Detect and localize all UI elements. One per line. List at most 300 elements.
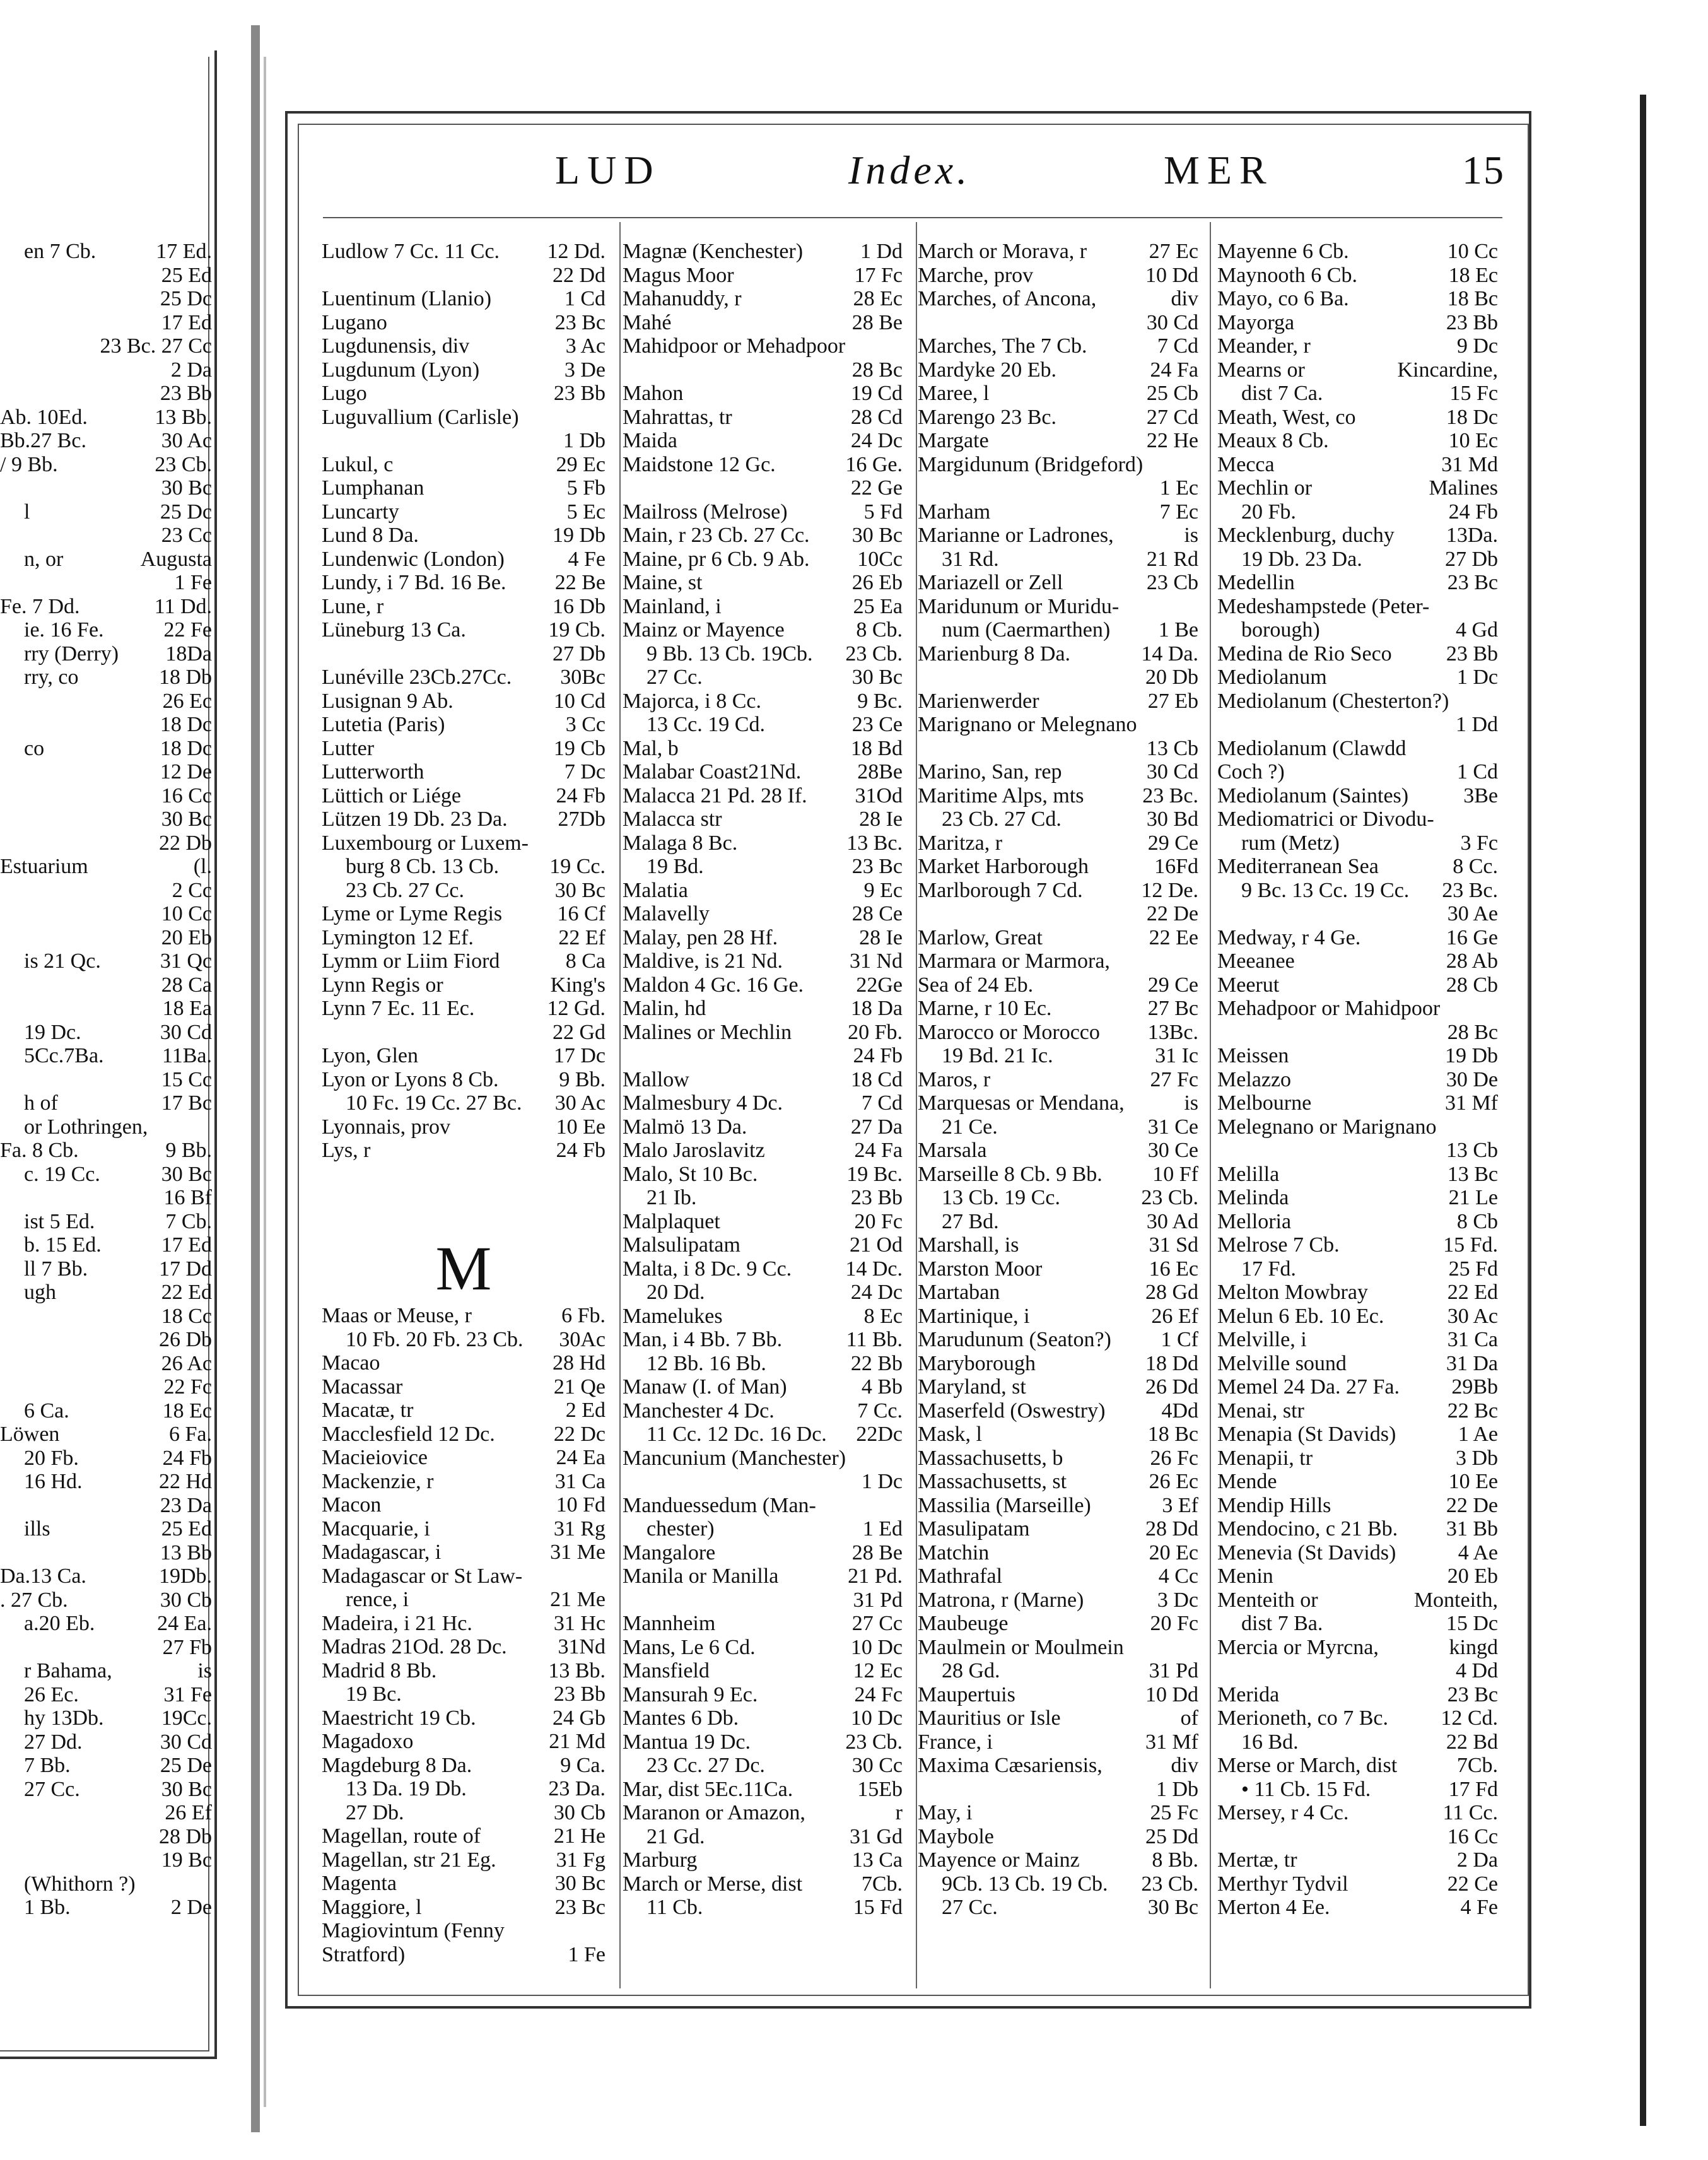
index-entry [322,1186,605,1210]
entry-name: Memel 24 Da. 27 Fa. [1217,1375,1400,1399]
entry-reference: 23 Cb. [845,1730,903,1754]
entry-name: 27 Db. [346,1800,404,1824]
index-entry [322,264,605,288]
entry-reference: 28 Ie [859,807,903,831]
entry-reference: 9 Dc [1456,334,1498,358]
entry-name: Maidstone 12 Gc. [623,452,776,476]
entry-name: Maupertuis [918,1682,1015,1706]
entry-name: co [24,736,45,760]
entry-reference: 14 Dc. [845,1257,903,1281]
index-entry [322,1021,605,1045]
entry-name: Malavelly [623,902,710,925]
index-entry [0,311,212,335]
entry-name: Marquesas or Mendana, [918,1091,1125,1115]
entry-name: ll 7 Bb. [24,1257,88,1281]
entry-name: Lugo [322,382,367,405]
entry-name: Mediolanum [1217,666,1327,689]
entry-reference: 9 Ca. [560,1753,605,1777]
entry-reference: 8 Cb [1456,1209,1498,1233]
entry-name: Lund 8 Da. [322,524,419,547]
entry-name: Medina de Rio Seco [1217,642,1392,666]
entry-reference: 25 Cb [1146,382,1198,405]
index-entry [0,855,212,879]
index-entry [623,595,903,619]
entry-name: Maybole [918,1824,994,1848]
entry-reference: 21 Pd. [848,1564,903,1588]
index-entry [623,973,903,997]
index-entry [322,1091,605,1115]
entry-reference: 13 Bc [1447,1162,1498,1186]
index-entry [322,949,605,973]
entry-name: Marengo 23 Bc. [918,405,1057,429]
index-entry [322,690,605,713]
index-entry [623,1517,903,1541]
entry-reference: 24 Fb [162,1446,212,1470]
index-entry [0,1423,212,1447]
index-entry [1217,879,1498,903]
entry-reference: 19Cc. [161,1706,212,1730]
index-entry [0,1825,212,1849]
index-entry [0,1305,212,1329]
entry-reference: 8 Ca [565,949,605,973]
entry-reference: 31 Qc [160,949,212,973]
entry-reference: 20 Eb [161,925,212,949]
index-entry [1217,1139,1498,1163]
entry-name: Mercia or Myrcna, [1217,1635,1379,1659]
entry-name: Malplaquet [623,1209,720,1233]
index-entry [1217,831,1498,855]
index-entry [322,926,605,950]
header-title: Index. [848,148,971,192]
index-entry [0,1115,212,1139]
index-entry [322,879,605,903]
entry-name: Mertæ, tr [1217,1848,1297,1872]
entry-reference: 27 Db [552,642,605,666]
entry-reference: 27 Bc [1147,997,1198,1020]
entry-reference: 13 Bb. [548,1658,605,1682]
entry-reference: 1 Be [1158,618,1198,642]
index-entry [0,1683,212,1707]
entry-name: 1 Bb. [24,1896,71,1919]
entry-name: Melinda [1217,1186,1289,1209]
entry-name: Madras 21Od. 28 Dc. [322,1635,507,1658]
entry-reference: 4 Ae [1458,1541,1498,1564]
entry-name: rry, co [24,666,79,689]
entry-reference: 26 Ac [161,1351,212,1375]
entry-name: Mansurah 9 Ec. [623,1682,758,1706]
index-entry [0,1375,212,1399]
entry-name: Mancunium (Manchester) [623,1446,846,1470]
entry-name: (Whithorn ?) [24,1872,136,1896]
entry-name: Mahon [623,382,684,405]
entry-name: Da.13 Ca. [0,1564,86,1588]
entry-reference: 1 Dd [860,240,903,263]
entry-reference: 30 Bc [554,1872,605,1895]
entry-name: Merida [1217,1682,1280,1706]
index-entry [1217,264,1498,288]
entry-reference: 19Db. [158,1564,212,1588]
entry-reference: 29Bb [1451,1375,1498,1399]
entry-reference: 24 Fa [1150,358,1198,382]
entry-name: Lüttich or Liége [322,784,461,807]
entry-reference: 16 Ec [1149,1257,1198,1281]
entry-name: Malin, hd [623,997,706,1020]
entry-name: Lynn Regis or [322,973,443,997]
entry-name: Mahanuddy, r [623,287,742,310]
index-entry [322,1682,605,1706]
index-entry [0,382,212,406]
entry-reference: 20 Fb. [848,1020,903,1044]
entry-name: Luguvallium (Carlisle) [322,405,519,429]
entry-reference: 18 Db [158,666,212,689]
index-entry [322,334,605,358]
entry-reference: 25 Ed [161,263,212,287]
entry-reference: 26 Ef [165,1801,212,1824]
index-entry [623,1872,903,1896]
entry-name: 5Cc.7Ba. [24,1044,104,1067]
index-entry [918,1706,1198,1730]
index-entry [1217,1021,1498,1045]
index-entry [918,855,1198,879]
index-entry [918,1233,1198,1257]
entry-reference: 1 Db [563,429,605,452]
entry-reference: 22 De [1446,1493,1498,1517]
index-entry [918,926,1198,950]
entry-reference: 23 Bc. 27 Cc [100,334,212,358]
entry-name: a.20 Eb. [24,1612,95,1635]
entry-name: Ludlow 7 Cc. 11 Cc. [322,240,500,263]
index-entry [1217,1399,1498,1423]
index-entry [1217,1706,1498,1730]
entry-reference: 31 Pd [1149,1659,1198,1682]
entry-reference: 17 Ed. [156,240,212,263]
entry-name: 19 Db. 23 Da. [1241,547,1362,571]
index-entry [623,760,903,784]
index-entry [918,973,1198,997]
index-entry [623,240,903,264]
index-entry [0,1281,212,1305]
entry-name: 11 Cc. 12 Dc. 16 Dc. [646,1423,827,1446]
entry-reference: 31 Me [550,1541,605,1564]
entry-reference: 24 Dc [850,429,903,452]
index-entry [0,997,212,1021]
index-entry [1217,382,1498,406]
index-entry [1217,1210,1498,1234]
entry-name: Maulmein or Moulmein [918,1635,1124,1659]
entry-reference: 18 Cd [850,1067,903,1091]
index-entry [918,548,1198,572]
entry-reference: 24 Fb [556,1139,605,1162]
entry-reference: 23 Bb [160,382,212,405]
entry-name: Magellan, str 21 Eg. [322,1848,496,1872]
index-entry [623,1588,903,1612]
index-entry [918,1281,1198,1305]
entry-name: Mediolanum (Clawdd [1217,736,1407,760]
index-entry [623,1375,903,1399]
entry-reference: 17 Fd [1448,1777,1498,1801]
index-entry [322,1493,605,1517]
index-entry [1217,311,1498,335]
entry-name: Maranon or Amazon, [623,1801,805,1824]
entry-reference: 16Fd [1154,855,1198,878]
entry-reference: 19 Bc [161,1848,212,1872]
entry-name: 27 Cc. [942,1896,998,1919]
index-entry [322,1068,605,1092]
entry-name: Macon [322,1493,382,1517]
entry-reference: 28 Ie [859,925,903,949]
index-entry [1217,1044,1498,1068]
index-entry [0,524,212,548]
entry-name: Magdeburg 8 Da. [322,1753,472,1777]
entry-reference: 17 Ed [161,310,212,334]
entry-reference: 31 Ca [1447,1328,1498,1351]
entry-reference: 22 Db [158,831,212,855]
index-entry [322,1044,605,1068]
entry-name: Lutetia (Paris) [322,713,445,736]
entry-name: Mailross (Melrose) [623,500,788,524]
entry-reference: 28 Be [851,310,903,334]
entry-reference: 16 Cc [1447,1824,1498,1848]
entry-name: . 27 Cb. [0,1588,68,1612]
entry-name: b. 15 Ed. [24,1233,102,1257]
entry-reference: 21 Me [550,1588,605,1611]
index-entry [918,1517,1198,1541]
entry-reference: 23 Bb [553,1682,605,1706]
index-entry [1217,618,1498,642]
entry-reference: 3 Dc [1157,1588,1198,1612]
entry-reference: 7 Cd [1157,334,1198,358]
entry-name: Lumphanan [322,476,424,500]
index-entry [1217,1447,1498,1470]
entry-reference: 10 Ec [1448,429,1498,452]
entry-reference: 25 Ed [161,1517,212,1541]
entry-name: Lugdunum (Lyon) [322,358,480,382]
entry-name: 20 Fb. [1241,500,1296,524]
entry-name: 27 Dd. [24,1730,83,1754]
entry-name: Merioneth, co 7 Bc. [1217,1706,1388,1730]
entry-reference: 30 Ce [1147,1139,1198,1162]
entry-name: Maynooth 6 Cb. [1217,263,1357,287]
entry-name: Manchester 4 Dc. [623,1399,775,1423]
index-entry [918,1423,1198,1447]
entry-reference: 1 Fe [174,571,212,594]
index-entry [1217,973,1498,997]
index-entry [322,1896,605,1920]
index-entry [322,1304,605,1328]
entry-name: 20 Fb. [24,1446,79,1470]
entry-name: 9Cb. 13 Cb. 19 Cb. [942,1872,1108,1896]
index-entry [0,500,212,524]
entry-name: Macieiovice [322,1446,428,1469]
entry-reference: 30 Bc [1147,1896,1198,1919]
entry-name: hy 13Db. [24,1706,104,1730]
entry-name: Mallow [623,1067,689,1091]
entry-reference: 5 Fd [863,500,903,524]
entry-reference: 18 Ea [162,997,212,1020]
index-entry [623,949,903,973]
entry-name: is 21 Qc. [24,949,101,973]
index-entry [0,1186,212,1210]
entry-name: dist 7 Ca. [1241,382,1323,405]
entry-reference: 22 Ee [1149,925,1198,949]
entry-reference: 21 Le [1448,1186,1498,1209]
entry-name: Maubeuge [918,1612,1009,1635]
column-divider [916,222,917,1988]
index-entry [322,1659,605,1683]
entry-name: burg 8 Cb. 13 Cb. [346,855,500,878]
entry-name: Maldive, is 21 Nd. [623,949,783,973]
entry-name: 11 Cb. [646,1896,703,1919]
entry-reference: 22 Fc [163,1375,212,1399]
index-entry [918,1399,1198,1423]
index-entry [322,1115,605,1139]
index-entry [322,618,605,642]
index-entry [0,1801,212,1825]
entry-reference: 23 Bc. [1442,878,1498,902]
entry-name: Marseille 8 Cb. 9 Bb. [918,1162,1103,1186]
index-entry [1217,1423,1498,1447]
index-entry [918,1021,1198,1045]
index-entry [918,240,1198,264]
index-entry [623,1541,903,1565]
index-entry [918,902,1198,926]
index-entry [1217,1872,1498,1896]
entry-name: Mainland, i [623,594,722,618]
index-entry [1217,855,1498,879]
entry-reference: 23 Cb. [155,452,212,476]
entry-name: 27 Bd. [942,1209,999,1233]
entry-name: Meaux 8 Cb. [1217,429,1329,452]
entry-reference: 25 Dc [160,287,212,310]
entry-name: Luxembourg or Luxem- [322,831,529,855]
index-entry [623,1021,903,1045]
entry-reference: 24 Gb [552,1706,605,1730]
entry-name: borough) [1241,618,1320,642]
entry-name: Coch ?) [1217,760,1285,784]
entry-reference: 19 Db [1444,1044,1498,1067]
entry-name: Mediolanum (Chesterton?) [1217,689,1449,713]
entry-reference: 18 Da [850,997,903,1020]
entry-name: Marsala [918,1139,987,1162]
entry-reference: 30 Cc [851,1754,903,1777]
entry-reference: 10Cc [857,547,903,571]
index-entry [623,287,903,311]
entry-name: Marston Moor [918,1257,1043,1281]
index-entry [322,997,605,1021]
entry-reference: 7 Cb. [165,1209,212,1233]
index-entry [1217,642,1498,666]
entry-name: 16 Hd. [24,1470,83,1493]
index-entry [0,666,212,690]
entry-reference: 31 Fe [163,1682,212,1706]
entry-name: Melton Mowbray [1217,1281,1368,1304]
index-entry [0,1754,212,1778]
index-entry [623,334,903,358]
index-entry [0,926,212,950]
entry-reference: kingd [1449,1635,1498,1659]
index-entry [322,358,605,382]
entry-reference: 30 Bc [161,476,212,500]
entry-name: 16 Bd. [1241,1730,1299,1754]
entry-name: Malacca str [623,807,722,831]
entry-reference: 31 Pd [853,1588,903,1612]
entry-reference: 9 Bb. [165,1139,212,1162]
index-entry [0,737,212,761]
entry-name: Lusignan 9 Ab. [322,689,453,713]
entry-name: Matchin [918,1541,990,1564]
index-entry [623,1564,903,1588]
entry-name: Menapii, tr [1217,1446,1313,1470]
entry-reference: 31 Gd [849,1824,903,1848]
index-entry [322,1210,605,1234]
entry-reference: 28 Ec [853,287,903,310]
entry-reference: 30 Cd [160,1730,212,1754]
entry-reference: 8 Cc. [1453,855,1498,878]
entry-reference: 25 Fd [1448,1257,1498,1281]
entry-name: March or Morava, r [918,240,1087,263]
entry-reference: div [1171,1754,1198,1777]
entry-name: en 7 Cb. [24,240,97,263]
entry-name: Mearns or [1217,358,1305,382]
entry-name: Meeanee [1217,949,1295,973]
entry-reference: 20 Eb [1447,1564,1498,1588]
entry-name: rence, i [346,1588,409,1611]
entry-name: Maros, r [918,1067,991,1091]
entry-reference: 21 Rd [1146,547,1198,571]
entry-name: Mendip Hills [1217,1493,1331,1517]
entry-name: Lynn 7 Ec. 11 Ec. [322,997,475,1020]
entry-reference: 21 He [553,1824,605,1848]
entry-name: 19 Bd. [646,855,704,878]
entry-name: Lys, r [322,1139,371,1162]
index-entry [322,571,605,595]
index-entry [0,1636,212,1660]
entry-reference: 27 Fb [162,1635,212,1659]
entry-reference: 13 Cb [1446,1139,1498,1162]
entry-reference: 24 Fa [854,1139,903,1162]
entry-reference: 31 Mf [1444,1091,1498,1115]
index-entry [322,1517,605,1541]
index-entry [918,1636,1198,1660]
entry-reference: 17 Fc [854,263,903,287]
entry-reference: 22 Ge [850,476,903,500]
index-entry [623,1281,903,1305]
entry-name: Martinique, i [918,1304,1030,1328]
entry-name: n, or [24,547,64,571]
entry-reference: 25 De [160,1754,212,1777]
entry-name: Marburg [623,1848,698,1872]
index-entry [0,1612,212,1636]
entry-reference: 17 Ed [161,1233,212,1257]
entry-name: Lukul, c [322,452,394,476]
entry-name: Sea of 24 Eb. [918,973,1034,997]
index-entry [322,713,605,737]
index-entry [918,1825,1198,1849]
header-right-guide-word: MER [1164,148,1274,192]
index-entry [1217,358,1498,382]
entry-name: 17 Fd. [1241,1257,1296,1281]
entry-name: Madrid 8 Bb. [322,1658,437,1682]
entry-reference: 2 Da [170,358,212,382]
index-entry [322,382,605,406]
entry-name: Maree, l [918,382,990,405]
index-entry [0,1091,212,1115]
entry-reference: 30 Cb [160,1588,212,1612]
index-entry [918,1375,1198,1399]
index-entry [0,1564,212,1588]
entry-reference: 27 Ec [1149,240,1198,263]
index-entry [322,1470,605,1494]
